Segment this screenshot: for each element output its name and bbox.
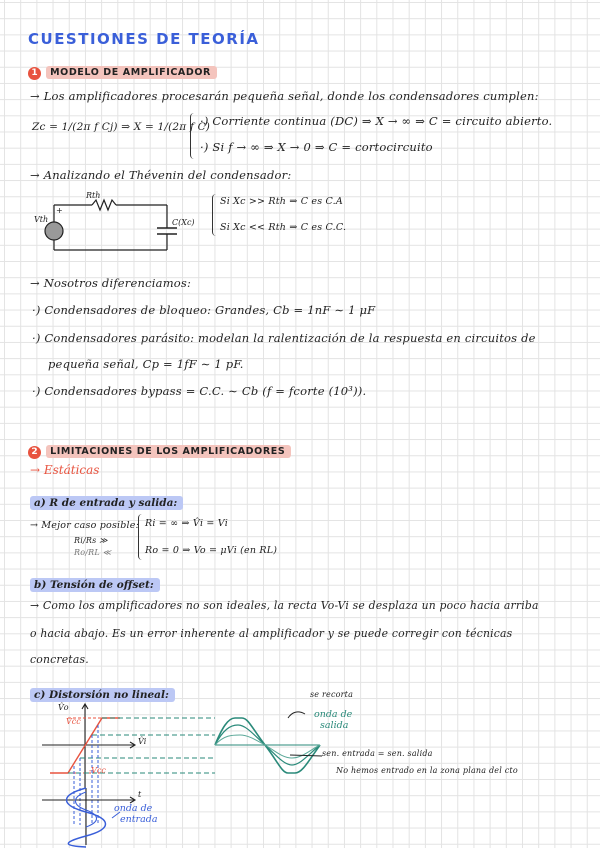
arrow-clipped: [288, 712, 305, 718]
resistor-rth: [92, 200, 116, 210]
item-parasitic: ·) Condensadores parásito: modelan la ralentización de la respuesta en circuitos de: [32, 331, 536, 345]
label-vo-hat: V̂o: [58, 703, 69, 712]
section-2-header: [28, 439, 291, 459]
label-vcc-neg: -Vcc: [89, 766, 106, 775]
label-vi-hat: V̂i: [138, 737, 147, 746]
section-1-title: MODELO DE AMPLIFICADOR: [46, 66, 217, 79]
offset-line-3: concretas.: [30, 653, 89, 666]
thevenin-text: → Analizando el Thévenin del condensador:: [30, 168, 292, 182]
condition-2: Si Xc << Rth ⇒ C es C.C.: [220, 222, 347, 233]
label-b-text: b) Tensión de offset:: [30, 578, 160, 592]
label-b: [30, 573, 160, 592]
formula-zc: Zc = 1/(2π f Cj) ⇒ X = 1/(2π f C): [32, 121, 211, 133]
label-input-wave-2: entrada: [120, 814, 158, 825]
case-hf: ·) Si f → ∞ ⇒ X → 0 ⇒ C = cortocircuito: [200, 140, 433, 154]
static-subheading: → Estáticas: [30, 463, 100, 477]
section-2-number: 2: [28, 446, 41, 459]
label-c-text: c) Distorsión no lineal:: [30, 688, 175, 702]
diff-text: → Nosotros diferenciamos:: [30, 276, 192, 290]
label-output-wave-2: salida: [320, 720, 349, 731]
label-input-wave-1: onda de: [114, 803, 153, 814]
intro-text: → Los amplificadores procesarán pequeña señal, donde los condensadores cumplen:: [30, 89, 539, 103]
label-a: [30, 491, 183, 510]
brace-2: [212, 194, 218, 236]
label-rth: Rth: [86, 191, 101, 200]
note-clipped: se recorta: [310, 690, 354, 699]
voltage-source-vth: [45, 222, 63, 240]
item-blocking: ·) Condensadores de bloqueo: Grandes, Cb = 1nF ∼ 1 μF: [32, 303, 376, 317]
label-vth: Vth: [34, 215, 49, 224]
label-a-text: a) R de entrada y salida:: [30, 496, 183, 510]
output-wave-small: [215, 735, 320, 758]
section-2-title: LIMITACIONES DE LOS AMPLIFICADORES: [46, 445, 291, 458]
label-cap: C(Xc): [172, 218, 195, 227]
note-sen: sen. entrada = sen. salida: [322, 749, 433, 758]
label-plus: +: [56, 206, 63, 215]
label-t: t: [138, 790, 142, 799]
case-dc: ·) Corriente continua (DC) ⇒ X → ∞ ⇒ C = circuito abierto.: [200, 114, 553, 128]
eq-ri: Ri = ∞ ⇒ V̂i = Vi: [145, 518, 228, 529]
eq-ro: Ro = 0 ⇒ Vo = μVi (en RL): [145, 545, 278, 556]
item-bypass: ·) Condensadores bypass = C.C. ∼ Cb (f = fcorte (10³)).: [32, 384, 367, 398]
ratio-extra: Ro/RL ≪: [74, 548, 112, 557]
item-parasitic-cont: pequeña señal, Cp = 1fF ∼ 1 pF.: [48, 357, 244, 371]
condition-1: Si Xc >> Rth ⇒ C es C.A: [220, 196, 343, 207]
offset-line-2: o hacia abajo. Es un error inherente al amplificador y se puede corregir con técnicas: [30, 627, 513, 640]
brace-1: [190, 113, 196, 159]
section-1-number: 1: [28, 67, 41, 80]
best-case: → Mejor caso posible:: [30, 520, 140, 531]
note-saturation: No hemos entrado en la zona plana del cto: [336, 766, 518, 775]
page-title: CUESTIONES DE TEORÍA: [28, 30, 260, 48]
label-output-wave-1: onda de: [314, 709, 353, 720]
section-1-header: [28, 60, 217, 80]
arrow-sen: [290, 755, 322, 756]
offset-line-1: → Como los amplificadores no son ideales, la recta Vo-Vi se desplaza un poco hacia arriba: [30, 599, 539, 612]
brace-3: [138, 514, 144, 560]
ratio-text: Ri/Rs ≫: [74, 536, 108, 545]
label-vcc-pos: Vcc: [66, 717, 81, 726]
